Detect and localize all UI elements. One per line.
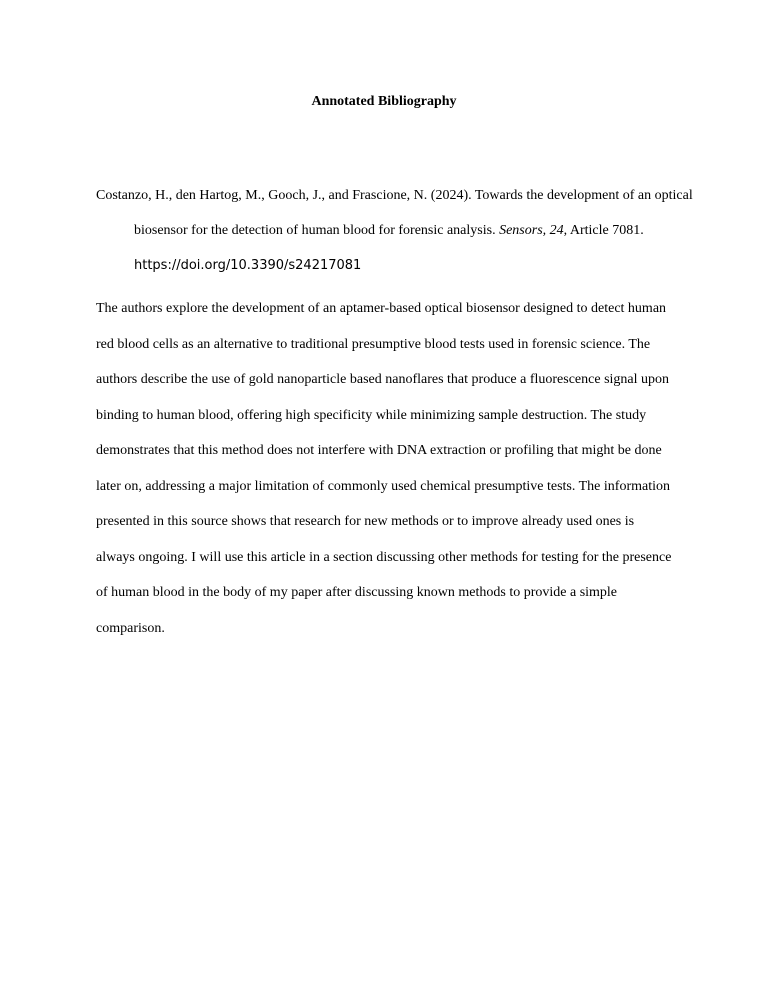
citation-journal: Sensors, — [499, 223, 547, 238]
citation-volume: 24 — [546, 223, 564, 238]
citation-doi-link[interactable]: https://doi.org/10.3390/s24217081 — [134, 258, 362, 273]
annotation-paragraph: The authors explore the development of an aptamer-based optical biosensor designed to detect human red blood cells as an alternative to traditional presumptive blood tests used in forensic science. The authors describe the use of gold nanoparticle based nanoflares that produce a fluorescence signal upon binding to human blood, offering high specificity while minimizing sample destruction. The study demonstrates that this method does not interfere with DNA extraction or profiling that might be done later on, addressing a major limitation of commonly used chemical presumptive tests. The information presented in this source shows that research for new methods or to improve already used ones is always ongoing. I will use this article in a section discussing other methods for testing for the presence of human blood in the body of my paper after discussing known methods to provide a simple comparison. — [96, 301, 672, 636]
page-title: Annotated Bibliography — [311, 94, 457, 109]
citation-article-number: , Article 7081. — [563, 223, 644, 238]
citation-authors-title: Costanzo, H., den Hartog, M., Gooch, J., and Frascione, N. (2024). Towards the development of an optical biosensor for the detection of human blood for forensic analysis. — [96, 188, 693, 238]
citation-entry — [96, 178, 714, 283]
